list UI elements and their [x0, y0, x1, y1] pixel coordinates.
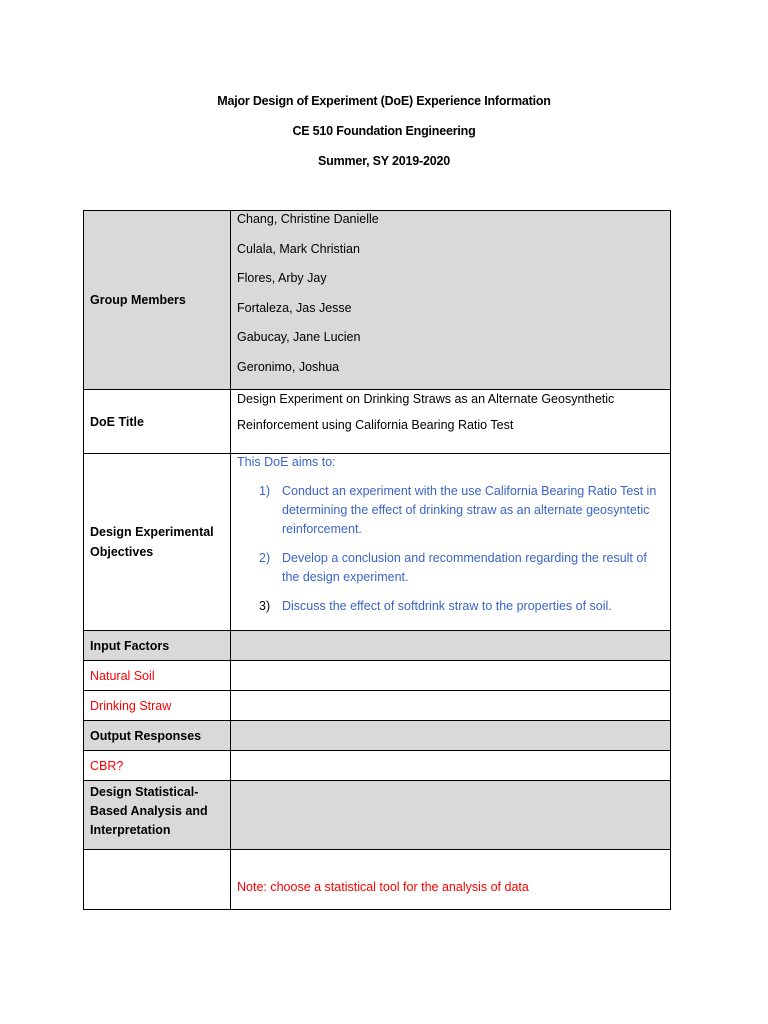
objective-item — [237, 597, 664, 616]
output-response-value — [231, 751, 671, 781]
analysis-row — [84, 781, 671, 850]
output-response-cbr: CBR? — [84, 751, 231, 781]
objective-number: 1) — [259, 484, 271, 498]
objectives-label: Design Experimental Objectives — [84, 454, 231, 631]
analysis-value — [231, 781, 671, 850]
group-members-row — [84, 211, 671, 390]
doe-title-row — [84, 390, 671, 454]
objective-number: 3) — [259, 599, 271, 613]
analysis-label: Design Statistical-Based Analysis and Interpretation — [84, 781, 231, 850]
doe-title-line: Reinforcement using California Bearing Ratio Test — [237, 418, 514, 432]
input-factors-label: Input Factors — [84, 631, 231, 661]
group-members-cell — [231, 211, 671, 390]
doc-title: Major Design of Experiment (DoE) Experience Information — [217, 94, 551, 108]
member-name: Geronimo, Joshua — [237, 359, 340, 374]
note-row — [84, 850, 671, 910]
objective-text: Develop a conclusion and recommendation regarding the result of the design experiment. — [282, 551, 647, 584]
objectives-cell — [231, 454, 671, 631]
input-factor-drinking-straw: Drinking Straw — [84, 691, 231, 721]
output-responses-label: Output Responses — [84, 721, 231, 751]
input-factor-value — [231, 691, 671, 721]
member-name: Culala, Mark Christian — [237, 241, 360, 256]
doe-title-label: DoE Title — [84, 390, 231, 454]
member-name: Flores, Arby Jay — [237, 271, 327, 285]
objective-text: Discuss the effect of softdrink straw to the properties of soil. — [282, 599, 612, 613]
objectives-intro: This DoE aims to: — [237, 455, 336, 469]
doe-table — [83, 210, 671, 910]
objectives-list — [237, 482, 664, 616]
input-factors-row — [84, 631, 671, 661]
term-title: Summer, SY 2019-2020 — [318, 154, 450, 168]
input-factors-value — [231, 631, 671, 661]
output-responses-value — [231, 721, 671, 751]
member-name: Fortaleza, Jas Jesse — [237, 300, 352, 315]
doe-title-line: Design Experiment on Drinking Straws as an Alternate Geosynthetic — [237, 392, 615, 406]
member-name: Chang, Christine Danielle — [237, 212, 379, 226]
output-response-row — [84, 751, 671, 781]
course-title: CE 510 Foundation Engineering — [292, 124, 476, 138]
doe-title-cell — [231, 390, 671, 454]
note-label-cell — [84, 850, 231, 910]
input-factor-row — [84, 661, 671, 691]
group-members-label: Group Members — [84, 211, 231, 390]
input-factor-value — [231, 661, 671, 691]
input-factor-natural-soil: Natural Soil — [84, 661, 231, 691]
output-responses-row — [84, 721, 671, 751]
objective-item — [237, 482, 664, 539]
objectives-row — [84, 454, 671, 631]
analysis-note: Note: choose a statistical tool for the analysis of data — [231, 850, 671, 910]
objective-item — [237, 549, 664, 587]
objective-text: Conduct an experiment with the use California Bearing Ratio Test in determining the effect of drinking straw as an alternate geosyntetic reinforcement. — [282, 484, 657, 536]
objective-number: 2) — [259, 551, 271, 565]
member-name: Gabucay, Jane Lucien — [237, 330, 361, 344]
input-factor-row — [84, 691, 671, 721]
